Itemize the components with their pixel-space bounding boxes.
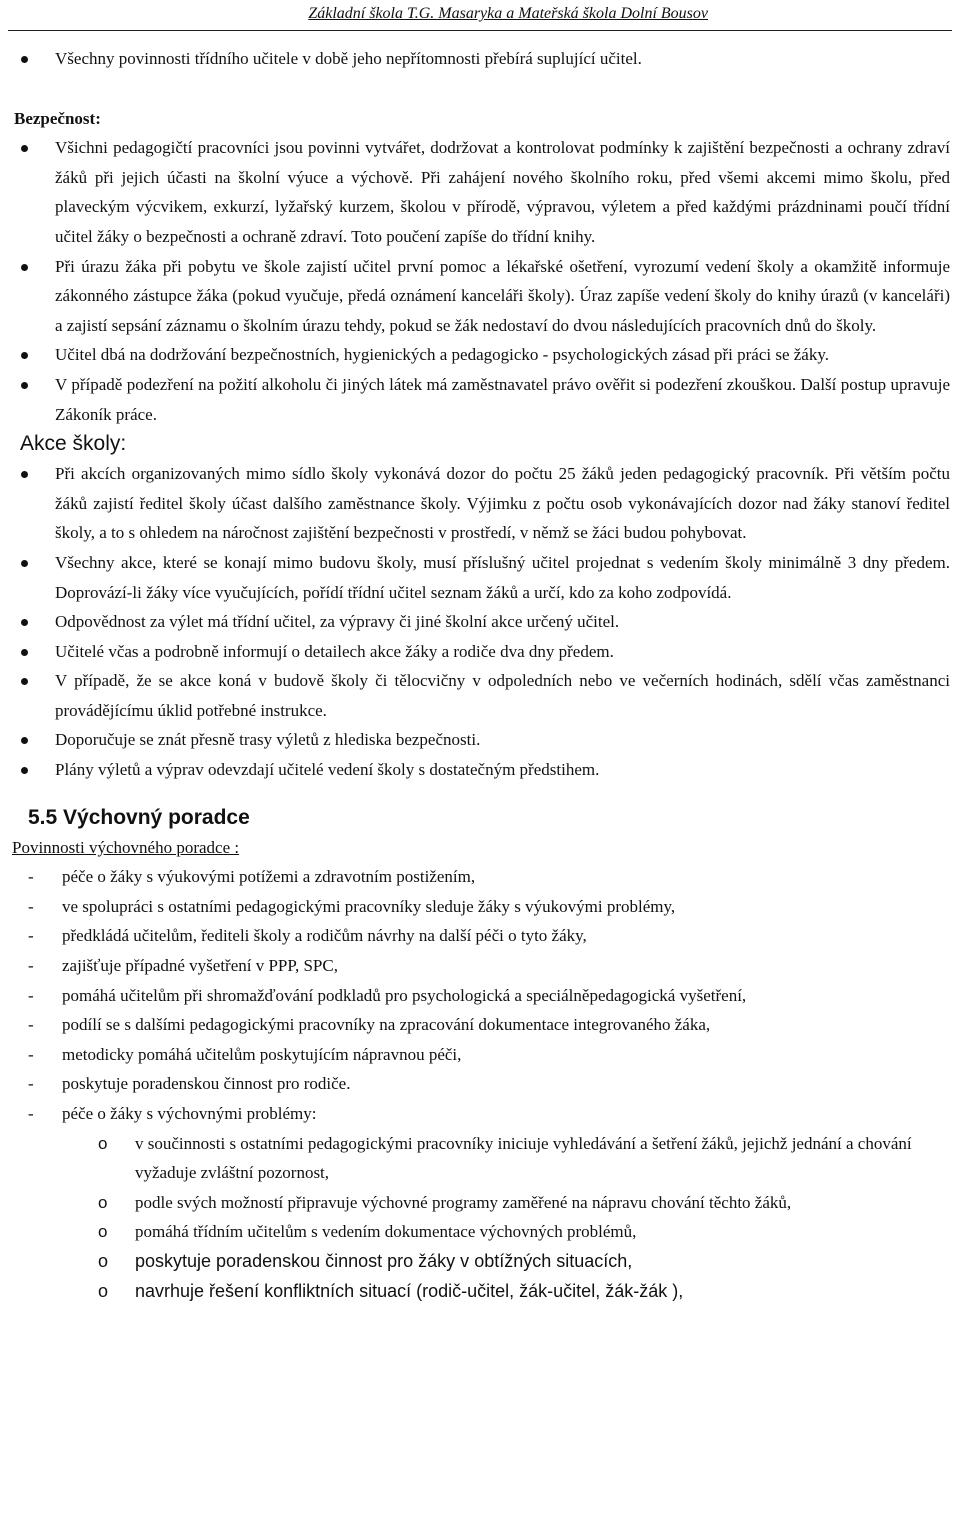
bezpecnost-list: [0, 133, 960, 429]
list-item: - péče o žáky s výchovnými problémy:: [0, 1099, 960, 1129]
list-item: Při úrazu žáka při pobytu ve škole zajistí učitel první pomoc a lékařské ošetření, vyrozumí vedení školy a okamžitě informuje zákonného zástupce žáka (pokud vyučuje, předá oznámení kanceláři školy). Úraz zapíše vedení školy do knihy úrazů (v kanceláři) a zajistí sepsání záznamu o školním úrazu tehdy, pokud se žák nedostaví do dvou následujících pracovních dnů do školy.: [0, 252, 960, 341]
list-item: - předkládá učitelům, řediteli školy a rodičům návrhy na další péči o tyto žáky,: [0, 921, 960, 951]
header-school-name: Základní škola T.G. Masaryka a Mateřská škola Dolní Bousov: [308, 5, 708, 22]
list-item: Všechny povinnosti třídního učitele v době jeho nepřítomnosti přebírá suplující učitel.: [0, 44, 960, 74]
list-item: o podle svých možností připravuje výchovné programy zaměřené na nápravu chování těchto žáků,: [0, 1188, 960, 1218]
list-item: Plány výletů a výprav odevzdají učitelé vedení školy s dostatečným předstihem.: [0, 755, 960, 785]
list-item: o poskytuje poradenskou činnost pro žáky v obtížných situacích,: [0, 1247, 960, 1277]
list-item: Odpovědnost za výlet má třídní učitel, za výpravy či jiné školní akce určený učitel.: [0, 607, 960, 637]
vychovne-problemy-list: [0, 1129, 960, 1307]
list-item: - pomáhá učitelům při shromažďování podkladů pro psychologická a speciálněpedagogická vyšetření,: [0, 981, 960, 1011]
list-item: Všichni pedagogičtí pracovníci jsou povinni vytvářet, dodržovat a kontrolovat podmínky k zajištění bezpečnosti a ochrany zdraví žáků při jejich účasti na školní výuce a výchově. Při zahájení nového školního roku, před všemi akcemi mimo školu, před plaveckým výcvikem, exkurzí, lyžařský kurzem, školou v přírodě, výpravou, výletem a před každými prázdninami poučí třídní učitel žáky o bezpečnosti a ochraně zdraví. Toto poučení zapíše do třídní knihy.: [0, 133, 960, 251]
document-body: [0, 44, 960, 1306]
spacer: [0, 74, 960, 104]
list-item: Všechny akce, které se konají mimo budovu školy, musí příslušný učitel projednat s vedením školy minimálně 3 dny předem. Doprovází-li žáky více vyučujících, pořídí třídní učitel seznam žáků a určí, kdo za koho zodpovídá.: [0, 548, 960, 607]
list-item: Při akcích organizovaných mimo sídlo školy vykonává dozor do počtu 25 žáků jeden pedagogický pracovník. Při větším počtu žáků zajistí ředitel školy účast dalšího zaměstnance školy. Výjimku z počtu osob vykonávajících dozor nad žáky stanoví ředitel školy, a to s ohledem na náročnost zajištění bezpečnosti v prostředí, v němž se žáci budou pohybovat.: [0, 459, 960, 548]
list-item: V případě, že se akce koná v budově školy či tělocvičny v odpoledních nebo ve večerních hodinách, sdělí včas zaměstnanci provádějícímu úklid potřebné instrukce.: [0, 666, 960, 725]
list-item: o navrhuje řešení konfliktních situací (rodič-učitel, žák-učitel, žák-žák ),: [0, 1277, 960, 1307]
akce-list: [0, 459, 960, 785]
povinnosti-list: [0, 862, 960, 1128]
spacer: [0, 785, 960, 803]
list-item: - ve spolupráci s ostatními pedagogickými pracovníky sleduje žáky s výukovými problémy,: [0, 892, 960, 922]
section-heading-akce: Akce školy:: [20, 432, 127, 456]
list-item: - podílí se s dalšími pedagogickými pracovníky na zpracování dokumentace integrovaného žáka,: [0, 1010, 960, 1040]
list-item: Učitelé včas a podrobně informují o detailech akce žáky a rodiče dva dny předem.: [0, 637, 960, 667]
section-heading-vychovny-poradce: 5.5 Výchovný poradce: [28, 805, 250, 829]
list-item: o pomáhá třídním učitelům s vedením dokumentace výchovných problémů,: [0, 1217, 960, 1247]
header-rule: [8, 30, 952, 31]
list-item: Učitel dbá na dodržování bezpečnostních, hygienických a pedagogicko - psychologických zásad při práci se žáky.: [0, 340, 960, 370]
list-item: - zajišťuje případné vyšetření v PPP, SPC,: [0, 951, 960, 981]
subheading-povinnosti: Povinnosti výchovného poradce :: [12, 837, 240, 857]
list-item: V případě podezření na požití alkoholu či jiných látek má zaměstnavatel právo ověřit si podezření zkouškou. Další postup upravuje Zákoník práce.: [0, 370, 960, 429]
list-item: - metodicky pomáhá učitelům poskytujícím nápravnou péči,: [0, 1040, 960, 1070]
list-item: Doporučuje se znát přesně trasy výletů z hlediska bezpečnosti.: [0, 725, 960, 755]
list-item: o v součinnosti s ostatními pedagogickými pracovníky iniciuje vyhledávání a šetření žáků, jejichž jednání a chování vyžaduje zvláštní pozornost,: [0, 1129, 960, 1188]
list-item: - péče o žáky s výukovými potížemi a zdravotním postižením,: [0, 862, 960, 892]
page-header: [0, 0, 960, 32]
section-heading-bezpecnost: Bezpečnost:: [14, 108, 101, 128]
list-item: - poskytuje poradenskou činnost pro rodiče.: [0, 1069, 960, 1099]
intro-list: [0, 44, 960, 74]
